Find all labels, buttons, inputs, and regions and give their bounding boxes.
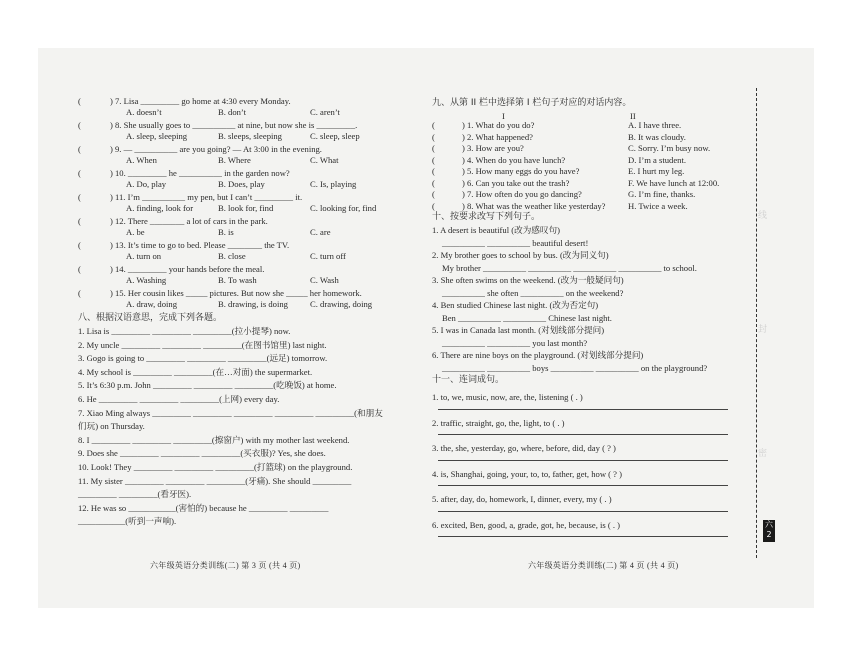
option-a: A. be	[126, 227, 145, 237]
option-a: A. draw, doing	[126, 299, 177, 309]
question-I: ) 8. What was the weather like yesterday?	[462, 200, 606, 211]
page-3	[78, 96, 408, 530]
answer-paren: (	[78, 144, 81, 154]
mc-question	[78, 144, 408, 155]
question-I: ) 3. How are you?	[462, 143, 524, 153]
mc-options	[78, 227, 408, 240]
option-a: A. When	[126, 155, 157, 165]
answer-II: G. I’m fine, thanks.	[628, 189, 696, 199]
option-c: C. Is, playing	[310, 179, 357, 189]
option-c: C. What	[310, 155, 339, 165]
translation-item: 5. It’s 6:30 p.m. John _________ _________ _________(吃晚饭) at home.	[78, 380, 337, 391]
option-a: A. finding, look for	[126, 203, 194, 213]
page-badge: 六 2	[763, 520, 775, 542]
mc-question	[78, 192, 408, 203]
page-3-footer: 六年级英语分类训练(二) 第 3 页 (共 4 页)	[150, 561, 301, 570]
answer-line	[438, 432, 728, 435]
rewrite-line: __________ she often __________ on the weekend?	[442, 287, 624, 298]
word-order-item: 2. traffic, straight, go, the, light, to ( . )	[432, 417, 565, 428]
option-a: A. Washing	[126, 275, 167, 285]
answer-II: B. It was cloudy.	[628, 131, 686, 142]
rewrite-line: 5. I was in Canada last month. (对划线部分提问)	[432, 325, 605, 335]
mc-question-text: ) 13. It’s time to go to bed. Please ________ the TV.	[110, 240, 290, 250]
mc-question	[78, 216, 408, 227]
translation-item: 们玩) on Thursday.	[78, 421, 145, 432]
translation-item: 11. My sister _________ _________ _________(牙痛). She should _________	[78, 475, 352, 486]
option-b: B. Where	[218, 155, 251, 165]
answer-paren: (	[78, 168, 81, 178]
translation-item: 3. Gogo is going to _________ _________ _________(远足) tomorrow.	[78, 353, 328, 364]
question-I: ) 7. How often do you go dancing?	[462, 189, 582, 199]
matching-row	[432, 132, 732, 144]
question-I: ) 2. What happened?	[462, 131, 533, 142]
page-4-footer: 六年级英语分类训练(二) 第 4 页 (共 4 页)	[528, 561, 679, 570]
answer-paren: (	[432, 166, 435, 176]
translation-item: 9. Does she _________ _________ _________(买衣服)? Yes, she does.	[78, 448, 326, 459]
option-c: C. Wash	[310, 275, 339, 285]
rewrite-line: My brother __________ __________ __________ __________ to school.	[442, 262, 697, 273]
translation-item: 10. Look! They _________ _________ _________(打篮球) on the playground.	[78, 461, 353, 472]
translation-item: ___________(听到一声响).	[78, 516, 177, 527]
answer-paren: (	[78, 240, 81, 250]
page-4	[432, 98, 732, 545]
word-order-item: 4. is, Shanghai, going, your, to, to, father, get, how ( ? )	[432, 468, 623, 479]
answer-II: D. I’m a student.	[628, 154, 686, 165]
answer-line	[438, 407, 728, 410]
mc-question	[78, 264, 408, 275]
answer-paren: (	[78, 192, 81, 202]
matching-row	[432, 201, 732, 213]
word-order-item: 1. to, we, music, now, are, the, listening ( . )	[432, 392, 583, 402]
answer-paren: (	[432, 143, 435, 153]
mc-question-text: ) 7. Lisa _________ go home at 4:30 every Monday.	[110, 96, 291, 106]
section-11-list	[432, 392, 732, 537]
mc-question	[78, 120, 408, 131]
option-b: B. drawing, is doing	[218, 299, 288, 309]
matching-row	[432, 166, 732, 178]
question-I: ) 4. When do you have lunch?	[462, 154, 566, 165]
answer-paren: (	[78, 96, 81, 106]
mc-question-text: ) 11. I’m __________ my pen, but I can’t _________ it.	[110, 192, 303, 202]
section-9-list	[432, 120, 732, 212]
answer-II: H. Twice a week.	[628, 200, 688, 211]
column-I-label: I	[502, 111, 505, 121]
section-11-title: 十一、连词成句。	[432, 375, 505, 385]
section-10-list	[432, 225, 732, 375]
rewrite-line: __________ __________ beautiful desert!	[442, 237, 589, 248]
translation-item: 7. Xiao Ming always _________ _________ _________ _________ _________(和朋友	[78, 407, 383, 418]
section-8-list	[78, 326, 408, 530]
word-order-item: 6. excited, Ben, good, a, grade, got, he, because, is ( . )	[432, 519, 621, 530]
mc-options	[78, 275, 408, 288]
matching-row	[432, 120, 732, 132]
mc-question-text: ) 9. — __________ are you going? — At 3:00 in the evening.	[110, 144, 322, 154]
answer-line	[438, 483, 728, 486]
mc-question	[78, 240, 408, 251]
mc-options	[78, 131, 408, 144]
answer-line	[438, 534, 728, 537]
option-b: B. don’t	[218, 107, 247, 117]
option-c: C. turn off	[310, 251, 346, 261]
option-c: C. looking for, find	[310, 203, 377, 213]
translation-item: 8. I _________ _________ _________(擦窗户) with my mother last weekend.	[78, 434, 350, 445]
translation-item: 12. He was so ___________(害怕的) because he _________ _________	[78, 502, 329, 513]
mc-question	[78, 168, 408, 179]
rewrite-line: 4. Ben studied Chinese last night. (改为否定句)	[432, 300, 599, 310]
mc-options	[78, 251, 408, 264]
option-c: C. drawing, doing	[310, 299, 373, 309]
answer-paren: (	[432, 177, 435, 188]
binding-dashed-line	[756, 88, 757, 558]
rewrite-line: __________ __________ boys __________ __________ on the playground?	[442, 362, 708, 373]
mc-options	[78, 203, 408, 216]
mc-question-text: ) 12. There ________ a lot of cars in the park.	[110, 216, 268, 226]
matching-row	[432, 178, 732, 190]
option-b: B. To wash	[218, 275, 257, 285]
section-10-title: 十、按要求改写下列句子。	[432, 212, 541, 222]
translation-item: _________ _________(看牙医).	[78, 489, 192, 500]
margin-mark-1: 线	[758, 210, 768, 220]
answer-paren: (	[78, 264, 81, 274]
answer-paren: (	[432, 200, 435, 211]
option-a: A. sleep, sleeping	[126, 131, 188, 141]
answer-paren: (	[78, 120, 81, 130]
matching-row	[432, 155, 732, 167]
mc-question	[78, 96, 408, 107]
margin-mark-3: 密	[758, 448, 768, 458]
option-c: C. sleep, sleep	[310, 131, 360, 141]
question-I: ) 5. How many eggs do you have?	[462, 166, 580, 176]
option-b: B. look for, find	[218, 203, 274, 213]
word-order-item: 5. after, day, do, homework, I, dinner, every, my ( . )	[432, 494, 612, 504]
mc-options	[78, 155, 408, 168]
answer-paren: (	[432, 120, 435, 130]
option-b: B. sleeps, sleeping	[218, 131, 282, 141]
rewrite-line: 2. My brother goes to school by bus. (改为同义句)	[432, 250, 609, 260]
rewrite-line: 3. She often swims on the weekend. (改为一般疑问句)	[432, 275, 624, 285]
translation-item: 2. My uncle _________ _________ _________(在图书馆里) last night.	[78, 339, 327, 350]
multiple-choice-list	[78, 96, 408, 312]
answer-II: E. I hurt my leg.	[628, 166, 685, 176]
question-I: ) 1. What do you do?	[462, 120, 535, 130]
option-a: A. Do, play	[126, 179, 167, 189]
translation-item: 1. Lisa is _________ _________ _________(拉小提琴) now.	[78, 326, 291, 336]
rewrite-line: 1. A desert is beautiful (改为感叹句)	[432, 225, 560, 235]
margin-mark-2: 封	[758, 324, 768, 334]
answer-line	[438, 509, 728, 512]
answer-II: A. I have three.	[628, 120, 682, 130]
column-headers	[432, 111, 732, 120]
rewrite-line: 6. There are nine boys on the playground. (对划线部分提问)	[432, 350, 644, 360]
option-b: B. is	[218, 227, 234, 237]
translation-item: 6. He _________ _________ _________(上网) every day.	[78, 393, 280, 404]
mc-options	[78, 299, 408, 312]
mc-question-text: ) 8. She usually goes to __________ at nine, but now she is _________.	[110, 120, 358, 130]
answer-paren: (	[78, 216, 81, 226]
section-8-title: 八、根据汉语意思，完成下列各题。	[78, 313, 223, 323]
answer-paren: (	[432, 154, 435, 165]
section-9-title: 九、从第 II 栏中选择第 I 栏句子对应的对话内容。	[432, 98, 632, 108]
rewrite-line: Ben __________ __________ Chinese last night.	[442, 312, 612, 323]
translation-item: 4. My school is _________ _________(在…对面) the supermarket.	[78, 366, 313, 377]
option-c: C. are	[310, 227, 331, 237]
option-b: B. Does, play	[218, 179, 265, 189]
answer-paren: (	[432, 131, 435, 142]
mc-question-text: ) 10. _________ he __________ in the garden now?	[110, 168, 290, 178]
matching-row	[432, 143, 732, 155]
option-b: B. close	[218, 251, 246, 261]
answer-paren: (	[432, 189, 435, 199]
mc-question	[78, 288, 408, 299]
option-c: C. aren’t	[310, 107, 340, 117]
rewrite-line: __________ __________ you last month?	[442, 337, 588, 348]
option-a: A. turn on	[126, 251, 162, 261]
mc-options	[78, 107, 408, 120]
answer-line	[438, 458, 728, 461]
answer-II: F. We have lunch at 12:00.	[628, 177, 720, 188]
column-II-label: II	[630, 111, 636, 121]
option-a: A. doesn’t	[126, 107, 162, 117]
answer-paren: (	[78, 288, 81, 298]
mc-question-text: ) 15. Her cousin likes _____ pictures. But now she _____ her homework.	[110, 288, 362, 298]
word-order-item: 3. the, she, yesterday, go, where, before, did, day ( ? )	[432, 443, 616, 453]
answer-II: C. Sorry. I’m busy now.	[628, 143, 711, 153]
mc-question-text: ) 14. _________ your hands before the meal.	[110, 264, 265, 274]
mc-options	[78, 179, 408, 192]
matching-row	[432, 189, 732, 201]
question-I: ) 6. Can you take out the trash?	[462, 177, 570, 188]
